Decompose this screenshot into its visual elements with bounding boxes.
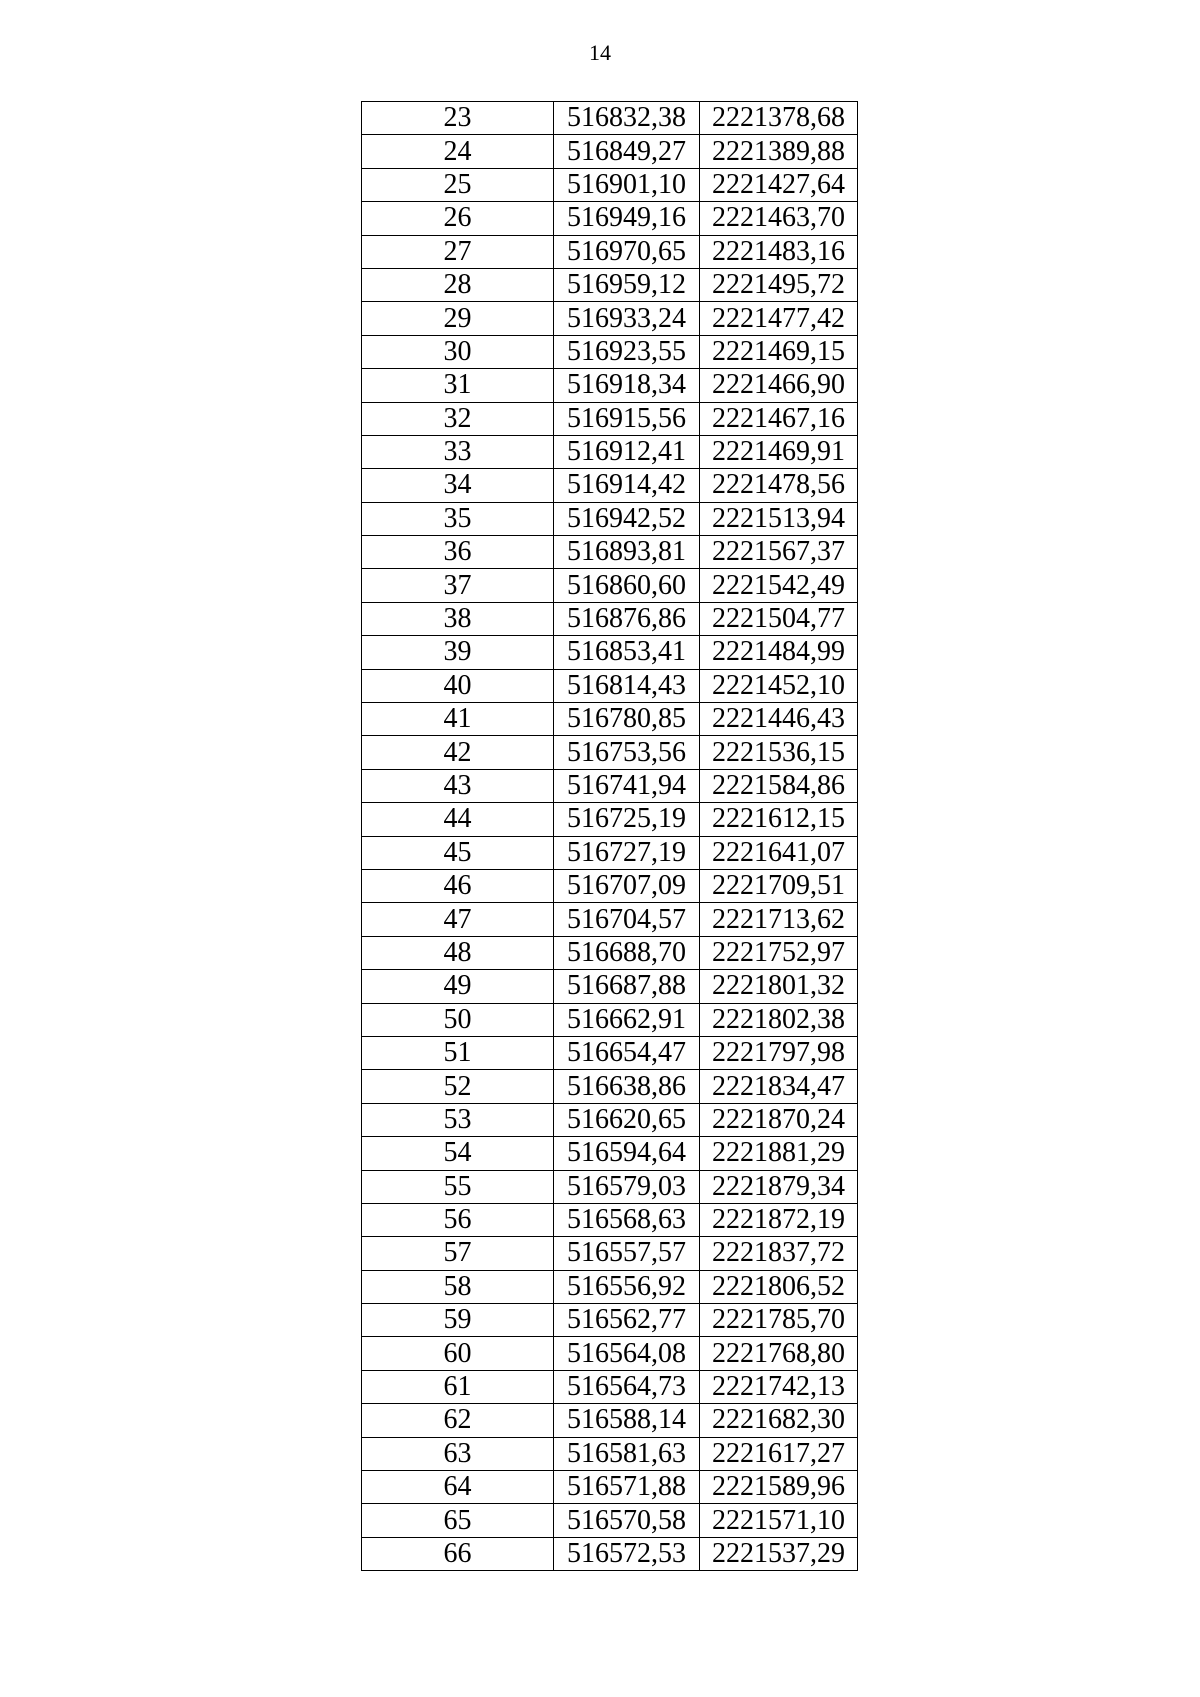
- y-coordinate-cell: 2221378,68: [700, 102, 858, 135]
- table-row: [362, 1137, 858, 1170]
- point-number-cell: 32: [362, 402, 554, 435]
- table-row: [362, 1003, 858, 1036]
- x-coordinate-cell: 516912,41: [554, 435, 700, 468]
- y-coordinate-cell: 2221427,64: [700, 168, 858, 201]
- y-coordinate-cell: 2221542,49: [700, 569, 858, 602]
- table-row: [362, 669, 858, 702]
- table-row: [362, 1337, 858, 1370]
- point-number-cell: 43: [362, 769, 554, 802]
- point-number-cell: 42: [362, 736, 554, 769]
- y-coordinate-cell: 2221768,80: [700, 1337, 858, 1370]
- point-number-cell: 62: [362, 1404, 554, 1437]
- x-coordinate-cell: 516556,92: [554, 1270, 700, 1303]
- x-coordinate-cell: 516753,56: [554, 736, 700, 769]
- table-row: [362, 135, 858, 168]
- table-row: [362, 803, 858, 836]
- table-row: [362, 168, 858, 201]
- table-row: [362, 1370, 858, 1403]
- x-coordinate-cell: 516860,60: [554, 569, 700, 602]
- x-coordinate-cell: 516707,09: [554, 869, 700, 902]
- point-number-cell: 37: [362, 569, 554, 602]
- point-number-cell: 34: [362, 469, 554, 502]
- table-row: [362, 602, 858, 635]
- table-row: [362, 636, 858, 669]
- point-number-cell: 30: [362, 335, 554, 368]
- point-number-cell: 51: [362, 1036, 554, 1069]
- point-number-cell: 29: [362, 302, 554, 335]
- y-coordinate-cell: 2221477,42: [700, 302, 858, 335]
- point-number-cell: 33: [362, 435, 554, 468]
- point-number-cell: 59: [362, 1304, 554, 1337]
- point-number-cell: 55: [362, 1170, 554, 1203]
- y-coordinate-cell: 2221742,13: [700, 1370, 858, 1403]
- table-row: [362, 769, 858, 802]
- table-row: [362, 1404, 858, 1437]
- x-coordinate-cell: 516849,27: [554, 135, 700, 168]
- y-coordinate-cell: 2221870,24: [700, 1103, 858, 1136]
- table-row: [362, 202, 858, 235]
- point-number-cell: 63: [362, 1437, 554, 1470]
- table-row: [362, 970, 858, 1003]
- y-coordinate-cell: 2221484,99: [700, 636, 858, 669]
- x-coordinate-cell: 516918,34: [554, 369, 700, 402]
- point-number-cell: 58: [362, 1270, 554, 1303]
- table-row: [362, 102, 858, 135]
- y-coordinate-cell: 2221452,10: [700, 669, 858, 702]
- table-row: [362, 936, 858, 969]
- y-coordinate-cell: 2221879,34: [700, 1170, 858, 1203]
- table-row: [362, 836, 858, 869]
- table-row: [362, 569, 858, 602]
- point-number-cell: 28: [362, 268, 554, 301]
- table-row: [362, 1036, 858, 1069]
- y-coordinate-cell: 2221469,91: [700, 435, 858, 468]
- table-row: [362, 402, 858, 435]
- table-row: [362, 1237, 858, 1270]
- x-coordinate-cell: 516853,41: [554, 636, 700, 669]
- y-coordinate-cell: 2221478,56: [700, 469, 858, 502]
- x-coordinate-cell: 516725,19: [554, 803, 700, 836]
- table-row: [362, 736, 858, 769]
- y-coordinate-cell: 2221504,77: [700, 602, 858, 635]
- x-coordinate-cell: 516893,81: [554, 536, 700, 569]
- x-coordinate-cell: 516562,77: [554, 1304, 700, 1337]
- point-number-cell: 24: [362, 135, 554, 168]
- point-number-cell: 57: [362, 1237, 554, 1270]
- table-row: [362, 502, 858, 535]
- point-number-cell: 48: [362, 936, 554, 969]
- point-number-cell: 61: [362, 1370, 554, 1403]
- point-number-cell: 44: [362, 803, 554, 836]
- y-coordinate-cell: 2221567,37: [700, 536, 858, 569]
- point-number-cell: 56: [362, 1203, 554, 1236]
- y-coordinate-cell: 2221617,27: [700, 1437, 858, 1470]
- table-row: [362, 869, 858, 902]
- point-number-cell: 60: [362, 1337, 554, 1370]
- table-row: [362, 1103, 858, 1136]
- x-coordinate-cell: 516814,43: [554, 669, 700, 702]
- point-number-cell: 66: [362, 1537, 554, 1570]
- y-coordinate-cell: 2221682,30: [700, 1404, 858, 1437]
- x-coordinate-cell: 516970,65: [554, 235, 700, 268]
- table-row: [362, 703, 858, 736]
- y-coordinate-cell: 2221571,10: [700, 1504, 858, 1537]
- x-coordinate-cell: 516568,63: [554, 1203, 700, 1236]
- x-coordinate-cell: 516687,88: [554, 970, 700, 1003]
- page-number: 14: [589, 40, 611, 65]
- y-coordinate-cell: 2221785,70: [700, 1304, 858, 1337]
- x-coordinate-cell: 516571,88: [554, 1471, 700, 1504]
- point-number-cell: 25: [362, 168, 554, 201]
- table-row: [362, 469, 858, 502]
- table-row: [362, 335, 858, 368]
- y-coordinate-cell: 2221589,96: [700, 1471, 858, 1504]
- x-coordinate-cell: 516564,73: [554, 1370, 700, 1403]
- y-coordinate-cell: 2221446,43: [700, 703, 858, 736]
- y-coordinate-cell: 2221801,32: [700, 970, 858, 1003]
- point-number-cell: 38: [362, 602, 554, 635]
- point-number-cell: 45: [362, 836, 554, 869]
- point-number-cell: 27: [362, 235, 554, 268]
- table-row: [362, 1070, 858, 1103]
- coordinates-table: [361, 101, 858, 1571]
- x-coordinate-cell: 516620,65: [554, 1103, 700, 1136]
- point-number-cell: 47: [362, 903, 554, 936]
- point-number-cell: 41: [362, 703, 554, 736]
- y-coordinate-cell: 2221709,51: [700, 869, 858, 902]
- x-coordinate-cell: 516572,53: [554, 1537, 700, 1570]
- x-coordinate-cell: 516638,86: [554, 1070, 700, 1103]
- x-coordinate-cell: 516581,63: [554, 1437, 700, 1470]
- table-row: [362, 1471, 858, 1504]
- x-coordinate-cell: 516727,19: [554, 836, 700, 869]
- x-coordinate-cell: 516832,38: [554, 102, 700, 135]
- x-coordinate-cell: 516688,70: [554, 936, 700, 969]
- y-coordinate-cell: 2221466,90: [700, 369, 858, 402]
- table-row: [362, 302, 858, 335]
- table-row: [362, 1437, 858, 1470]
- x-coordinate-cell: 516564,08: [554, 1337, 700, 1370]
- table-row: [362, 1170, 858, 1203]
- y-coordinate-cell: 2221797,98: [700, 1036, 858, 1069]
- y-coordinate-cell: 2221513,94: [700, 502, 858, 535]
- point-number-cell: 31: [362, 369, 554, 402]
- y-coordinate-cell: 2221612,15: [700, 803, 858, 836]
- y-coordinate-cell: 2221641,07: [700, 836, 858, 869]
- table-row: [362, 268, 858, 301]
- x-coordinate-cell: 516594,64: [554, 1137, 700, 1170]
- x-coordinate-cell: 516915,56: [554, 402, 700, 435]
- y-coordinate-cell: 2221872,19: [700, 1203, 858, 1236]
- table-row: [362, 1203, 858, 1236]
- y-coordinate-cell: 2221537,29: [700, 1537, 858, 1570]
- y-coordinate-cell: 2221389,88: [700, 135, 858, 168]
- x-coordinate-cell: 516570,58: [554, 1504, 700, 1537]
- y-coordinate-cell: 2221584,86: [700, 769, 858, 802]
- x-coordinate-cell: 516704,57: [554, 903, 700, 936]
- y-coordinate-cell: 2221752,97: [700, 936, 858, 969]
- x-coordinate-cell: 516959,12: [554, 268, 700, 301]
- table-row: [362, 536, 858, 569]
- point-number-cell: 64: [362, 1471, 554, 1504]
- x-coordinate-cell: 516662,91: [554, 1003, 700, 1036]
- y-coordinate-cell: 2221536,15: [700, 736, 858, 769]
- point-number-cell: 46: [362, 869, 554, 902]
- x-coordinate-cell: 516923,55: [554, 335, 700, 368]
- point-number-cell: 40: [362, 669, 554, 702]
- point-number-cell: 49: [362, 970, 554, 1003]
- x-coordinate-cell: 516654,47: [554, 1036, 700, 1069]
- table-row: [362, 1537, 858, 1570]
- x-coordinate-cell: 516914,42: [554, 469, 700, 502]
- table-row: [362, 235, 858, 268]
- x-coordinate-cell: 516949,16: [554, 202, 700, 235]
- y-coordinate-cell: 2221467,16: [700, 402, 858, 435]
- y-coordinate-cell: 2221802,38: [700, 1003, 858, 1036]
- y-coordinate-cell: 2221713,62: [700, 903, 858, 936]
- x-coordinate-cell: 516780,85: [554, 703, 700, 736]
- point-number-cell: 39: [362, 636, 554, 669]
- table-row: [362, 903, 858, 936]
- y-coordinate-cell: 2221483,16: [700, 235, 858, 268]
- coordinates-table-body: [362, 102, 858, 1571]
- table-row: [362, 1304, 858, 1337]
- point-number-cell: 36: [362, 536, 554, 569]
- y-coordinate-cell: 2221495,72: [700, 268, 858, 301]
- point-number-cell: 23: [362, 102, 554, 135]
- x-coordinate-cell: 516876,86: [554, 602, 700, 635]
- point-number-cell: 53: [362, 1103, 554, 1136]
- y-coordinate-cell: 2221469,15: [700, 335, 858, 368]
- table-row: [362, 369, 858, 402]
- table-row: [362, 1270, 858, 1303]
- point-number-cell: 50: [362, 1003, 554, 1036]
- point-number-cell: 65: [362, 1504, 554, 1537]
- x-coordinate-cell: 516579,03: [554, 1170, 700, 1203]
- y-coordinate-cell: 2221881,29: [700, 1137, 858, 1170]
- x-coordinate-cell: 516933,24: [554, 302, 700, 335]
- y-coordinate-cell: 2221837,72: [700, 1237, 858, 1270]
- x-coordinate-cell: 516557,57: [554, 1237, 700, 1270]
- x-coordinate-cell: 516901,10: [554, 168, 700, 201]
- x-coordinate-cell: 516942,52: [554, 502, 700, 535]
- table-row: [362, 435, 858, 468]
- table-row: [362, 1504, 858, 1537]
- y-coordinate-cell: 2221463,70: [700, 202, 858, 235]
- point-number-cell: 52: [362, 1070, 554, 1103]
- point-number-cell: 35: [362, 502, 554, 535]
- x-coordinate-cell: 516588,14: [554, 1404, 700, 1437]
- y-coordinate-cell: 2221806,52: [700, 1270, 858, 1303]
- y-coordinate-cell: 2221834,47: [700, 1070, 858, 1103]
- x-coordinate-cell: 516741,94: [554, 769, 700, 802]
- point-number-cell: 54: [362, 1137, 554, 1170]
- point-number-cell: 26: [362, 202, 554, 235]
